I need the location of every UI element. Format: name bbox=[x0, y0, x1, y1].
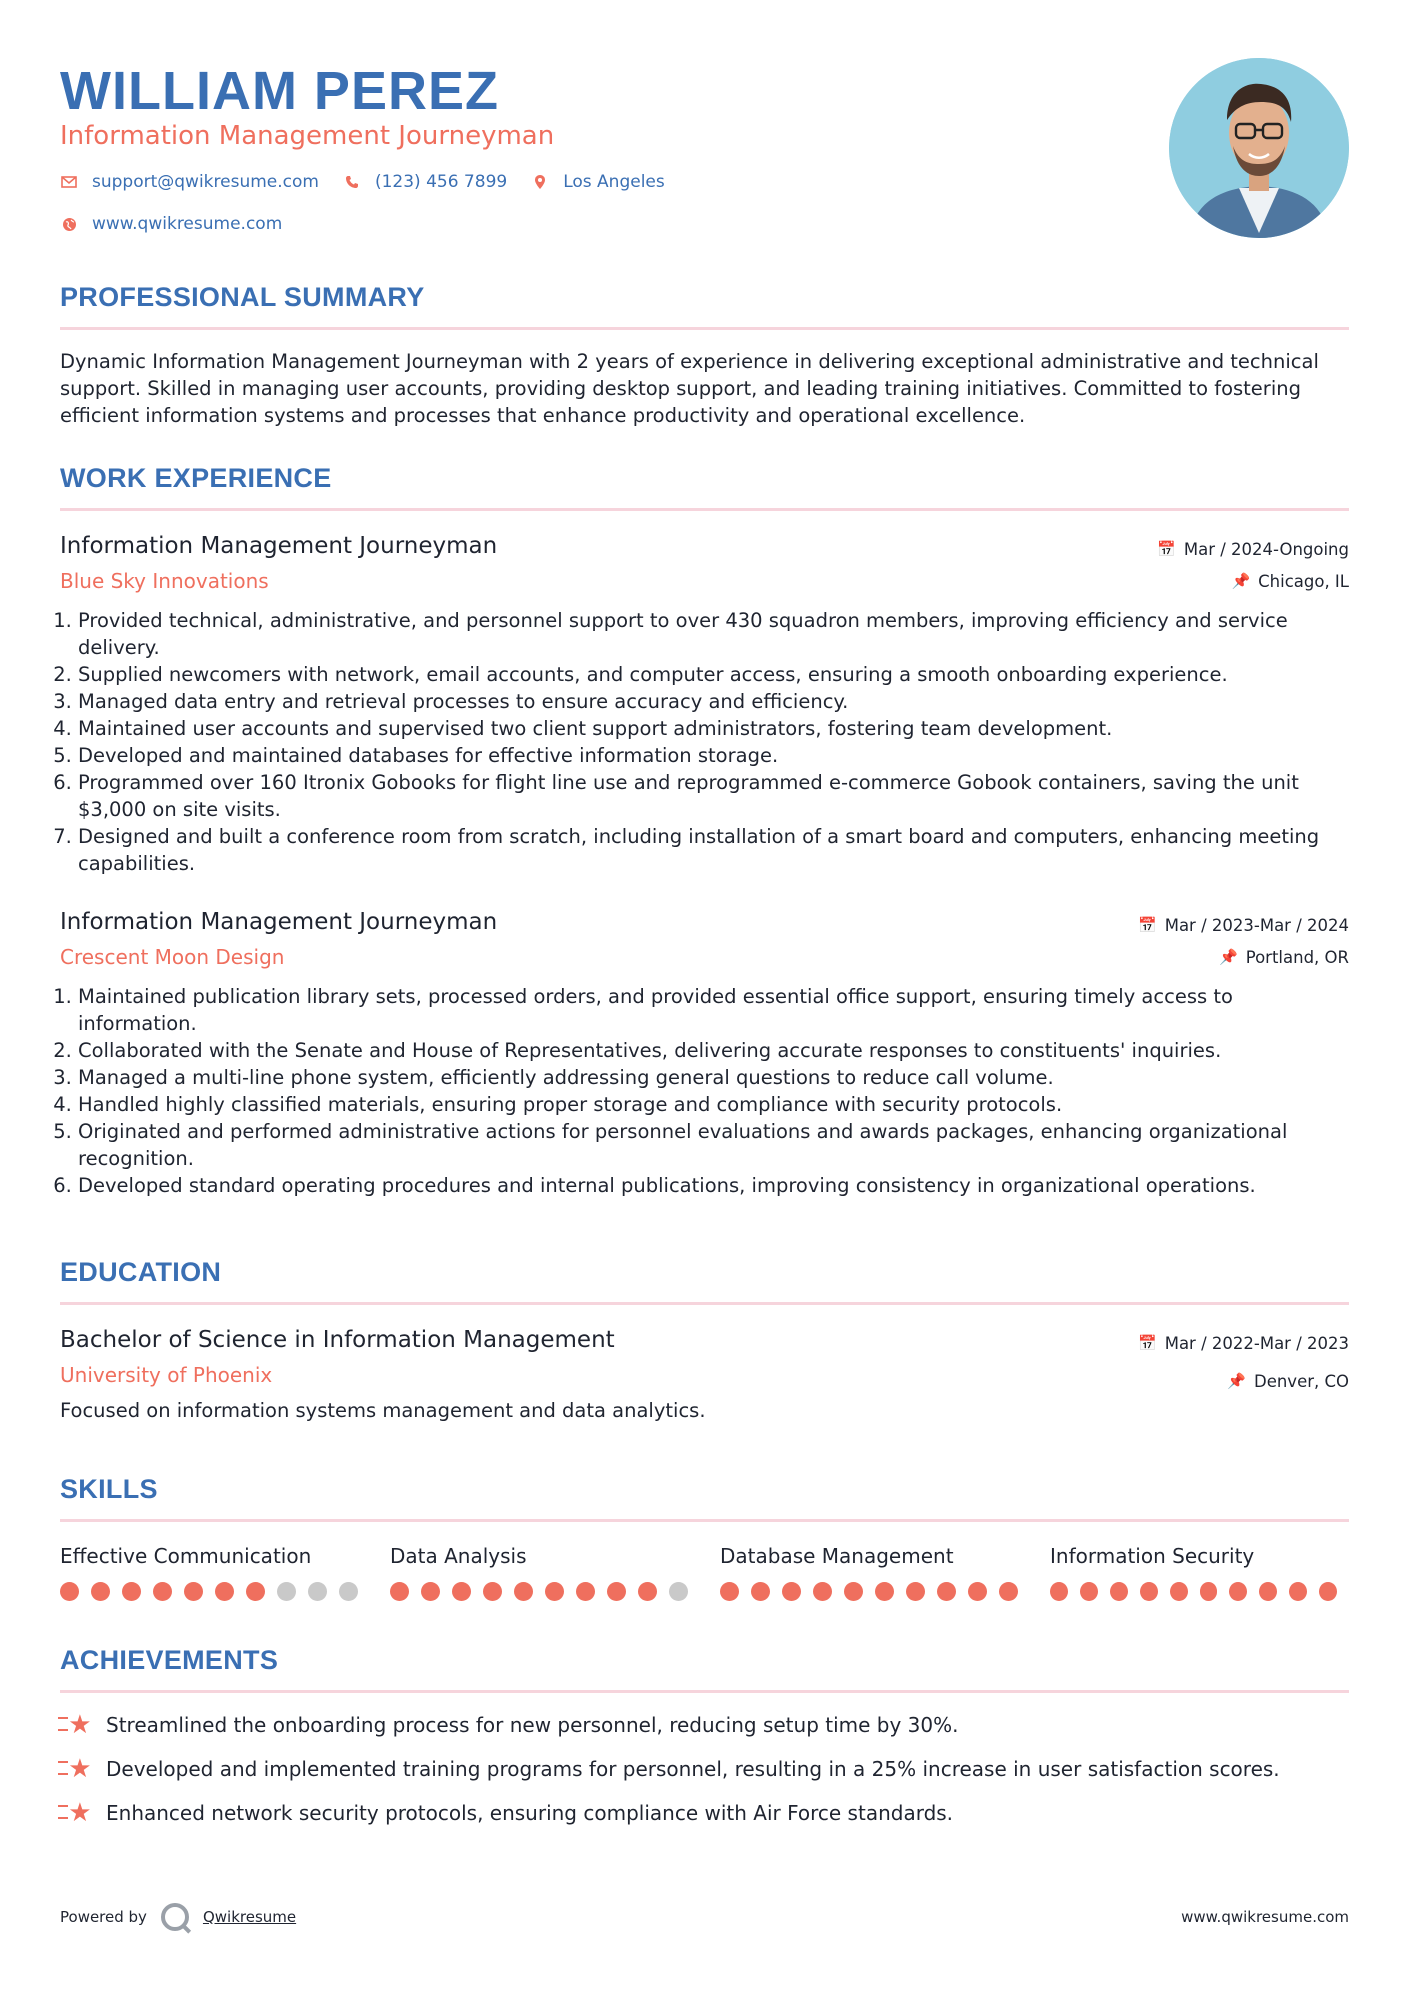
contact-email[interactable] bbox=[60, 172, 319, 192]
skill-dot-filled bbox=[122, 1582, 141, 1601]
skill-dot-filled bbox=[720, 1582, 739, 1601]
skills-section bbox=[60, 1474, 1349, 1601]
job-meta bbox=[1157, 539, 1349, 591]
skill-dot-empty bbox=[669, 1582, 688, 1601]
section-divider bbox=[60, 327, 1349, 330]
skill-dot-filled bbox=[1080, 1582, 1098, 1601]
skill-dot-filled bbox=[607, 1582, 626, 1601]
experience-section bbox=[60, 463, 1349, 1199]
skill-dot-filled bbox=[1200, 1582, 1218, 1601]
section-divider bbox=[60, 1690, 1349, 1693]
pushpin-icon: 📌 bbox=[1219, 948, 1238, 966]
skill-dot-filled bbox=[452, 1582, 471, 1601]
skill-dot-filled bbox=[390, 1582, 409, 1601]
star-icon: ★ bbox=[60, 1754, 92, 1784]
envelope-icon bbox=[60, 176, 78, 188]
contact-row bbox=[60, 172, 689, 192]
list-item: 7. Designed and built a conference room from scratch, including installation of a smart board and computers, enhancing meeting capabilities. bbox=[78, 823, 1349, 877]
candidate-title: Information Management Journeyman bbox=[60, 121, 555, 151]
skill-dot-filled bbox=[483, 1582, 502, 1601]
skill-name: Information Security bbox=[1050, 1544, 1255, 1568]
degree-title: Bachelor of Science in Information Management bbox=[60, 1327, 615, 1353]
skill-dot-filled bbox=[638, 1582, 657, 1601]
job-bullets bbox=[60, 983, 1349, 1199]
job-location: Chicago, IL bbox=[1258, 571, 1349, 591]
map-pin-icon bbox=[531, 174, 549, 190]
list-item: 4. Maintained user accounts and supervised two client support administrators, fostering team development. bbox=[78, 715, 1349, 742]
list-item: 1. Maintained publication library sets, processed orders, and provided essential office support, ensuring timely access to information. bbox=[78, 983, 1349, 1037]
experience-heading: WORK EXPERIENCE bbox=[60, 463, 332, 493]
calendar-icon: 📅 bbox=[1138, 916, 1157, 934]
star-icon: ★ bbox=[60, 1798, 92, 1828]
job-dates: Mar / 2024-Ongoing bbox=[1183, 539, 1349, 559]
skill-dot-filled bbox=[1110, 1582, 1128, 1601]
achievement-text: Developed and implemented training programs for personnel, resulting in a 25% increase in user satisfaction scores. bbox=[106, 1757, 1280, 1781]
education-location: Denver, CO bbox=[1253, 1371, 1349, 1391]
calendar-icon: 📅 bbox=[1157, 540, 1176, 558]
skills-heading: SKILLS bbox=[60, 1474, 158, 1504]
skill-dot-filled bbox=[421, 1582, 440, 1601]
job-company: Crescent Moon Design bbox=[60, 945, 285, 969]
skill-dot-filled bbox=[246, 1582, 265, 1601]
skill-rating bbox=[60, 1582, 390, 1601]
skill-dot-filled bbox=[215, 1582, 234, 1601]
job-title: Information Management Journeyman bbox=[60, 909, 498, 935]
list-item: 2. Collaborated with the Senate and House of Representatives, delivering accurate responses to constituents' inquiries. bbox=[78, 1037, 1349, 1064]
section-divider bbox=[60, 508, 1349, 511]
job-bullets bbox=[60, 607, 1349, 877]
footer-website[interactable]: www.qwikresume.com bbox=[1181, 1908, 1349, 1926]
skill-dot-filled bbox=[999, 1582, 1018, 1601]
skill-dot-filled bbox=[153, 1582, 172, 1601]
education-description: Focused on information systems management and data analytics. bbox=[60, 1399, 706, 1422]
contact-row-website bbox=[60, 214, 306, 234]
skill-rating bbox=[1050, 1582, 1349, 1601]
skill-item bbox=[390, 1544, 720, 1601]
skill-dot-filled bbox=[514, 1582, 533, 1601]
skill-name: Database Management bbox=[720, 1544, 954, 1568]
skill-dot-filled bbox=[576, 1582, 595, 1601]
list-item: 5. Originated and performed administrative actions for personnel evaluations and awards packages, enhancing organizational recognition. bbox=[78, 1118, 1349, 1172]
skill-dot-filled bbox=[968, 1582, 987, 1601]
contact-location bbox=[531, 172, 665, 192]
skill-dot-filled bbox=[1319, 1582, 1337, 1601]
skill-name: Data Analysis bbox=[390, 1544, 527, 1568]
achievement-item bbox=[60, 1711, 1349, 1739]
contact-phone[interactable] bbox=[343, 172, 507, 192]
skill-dot-filled bbox=[91, 1582, 110, 1601]
page-footer bbox=[60, 1900, 1349, 1934]
phone-text: (123) 456 7899 bbox=[374, 172, 508, 192]
brand-link[interactable]: Qwikresume bbox=[202, 1908, 297, 1926]
skill-dot-filled bbox=[782, 1582, 801, 1601]
skill-dot-filled bbox=[545, 1582, 564, 1601]
profile-photo bbox=[1169, 58, 1349, 238]
skill-item bbox=[720, 1544, 1050, 1601]
job-entry bbox=[60, 909, 1349, 1199]
job-title: Information Management Journeyman bbox=[60, 533, 498, 559]
job-entry bbox=[60, 533, 1349, 877]
job-location: Portland, OR bbox=[1245, 947, 1349, 967]
contact-website[interactable] bbox=[60, 214, 282, 234]
location-text: Los Angeles bbox=[563, 172, 665, 192]
skill-dot-filled bbox=[844, 1582, 863, 1601]
resume-header bbox=[60, 0, 1349, 270]
skill-dot-filled bbox=[1289, 1582, 1307, 1601]
skill-dot-filled bbox=[906, 1582, 925, 1601]
achievement-item bbox=[60, 1755, 1349, 1783]
skill-dot-filled bbox=[751, 1582, 770, 1601]
skill-rating bbox=[390, 1582, 720, 1601]
summary-text: Dynamic Information Management Journeyman with 2 years of experience in delivering exceptional administrative and technical support. Skilled in managing user accounts, providing desktop support, and leading training initiatives. Committed to fostering efficient information systems and processes that enhance productivity and operational excellence. bbox=[60, 350, 1319, 427]
skill-dot-empty bbox=[339, 1582, 358, 1601]
skill-dot-filled bbox=[184, 1582, 203, 1601]
list-item: 4. Handled highly classified materials, ensuring proper storage and compliance with security protocols. bbox=[78, 1091, 1349, 1118]
calendar-icon: 📅 bbox=[1138, 1334, 1157, 1352]
powered-by-label: Powered by bbox=[60, 1908, 147, 1926]
skill-dot-filled bbox=[1050, 1582, 1068, 1601]
list-item: 6. Programmed over 160 Itronix Gobooks for flight line use and reprogrammed e-commerce Gobook containers, saving the unit $3,000 on site visits. bbox=[78, 769, 1349, 823]
qwikresume-logo-icon bbox=[161, 1903, 189, 1931]
section-divider bbox=[60, 1519, 1349, 1522]
achievement-text: Streamlined the onboarding process for new personnel, reducing setup time by 30%. bbox=[106, 1713, 959, 1737]
email-text: support@qwikresume.com bbox=[92, 172, 319, 192]
skill-item bbox=[60, 1544, 390, 1601]
achievements-heading: ACHIEVEMENTS bbox=[60, 1645, 279, 1675]
skill-dot-empty bbox=[277, 1582, 296, 1601]
achievement-item bbox=[60, 1799, 1349, 1827]
list-item: 3. Managed a multi-line phone system, efficiently addressing general questions to reduce call volume. bbox=[78, 1064, 1349, 1091]
skill-rating bbox=[720, 1582, 1050, 1601]
phone-icon bbox=[343, 175, 361, 189]
list-item: 2. Supplied newcomers with network, email accounts, and computer access, ensuring a smooth onboarding experience. bbox=[78, 661, 1349, 688]
skill-dot-filled bbox=[813, 1582, 832, 1601]
skill-dot-empty bbox=[308, 1582, 327, 1601]
section-divider bbox=[60, 1302, 1349, 1305]
skill-dot-filled bbox=[937, 1582, 956, 1601]
resume-page bbox=[60, 0, 1349, 1827]
job-meta bbox=[1138, 915, 1349, 967]
achievements-section bbox=[60, 1645, 1349, 1827]
skill-item bbox=[1050, 1544, 1349, 1601]
list-item: 6. Developed standard operating procedures and internal publications, improving consistency in organizational operations. bbox=[78, 1172, 1349, 1199]
education-dates: Mar / 2022-Mar / 2023 bbox=[1164, 1333, 1349, 1353]
list-item: 3. Managed data entry and retrieval processes to ensure accuracy and efficiency. bbox=[78, 688, 1349, 715]
skill-dot-filled bbox=[1170, 1582, 1188, 1601]
list-item: 1. Provided technical, administrative, and personnel support to over 430 squadron members, improving efficiency and service delivery. bbox=[78, 607, 1349, 661]
achievement-text: Enhanced network security protocols, ensuring compliance with Air Force standards. bbox=[106, 1801, 954, 1825]
summary-section bbox=[60, 282, 1349, 429]
skill-dot-filled bbox=[875, 1582, 894, 1601]
education-section bbox=[60, 1257, 1349, 1424]
skill-name: Effective Communication bbox=[60, 1544, 312, 1568]
skill-dot-filled bbox=[60, 1582, 79, 1601]
pushpin-icon: 📌 bbox=[1227, 1372, 1246, 1390]
list-item: 5. Developed and maintained databases for effective information storage. bbox=[78, 742, 1349, 769]
skills-list bbox=[60, 1544, 1349, 1601]
skill-dot-filled bbox=[1259, 1582, 1277, 1601]
candidate-name: WILLIAM PEREZ bbox=[60, 61, 499, 121]
school-name: University of Phoenix bbox=[60, 1363, 273, 1387]
summary-heading: PROFESSIONAL SUMMARY bbox=[60, 282, 425, 312]
website-text: www.qwikresume.com bbox=[92, 214, 283, 234]
education-entry bbox=[60, 1327, 1349, 1424]
skill-dot-filled bbox=[1229, 1582, 1247, 1601]
education-heading: EDUCATION bbox=[60, 1257, 222, 1287]
skill-dot-filled bbox=[1140, 1582, 1158, 1601]
job-dates: Mar / 2023-Mar / 2024 bbox=[1164, 915, 1349, 935]
job-company: Blue Sky Innovations bbox=[60, 569, 269, 593]
pushpin-icon: 📌 bbox=[1231, 572, 1251, 590]
globe-icon bbox=[60, 217, 78, 232]
education-meta bbox=[1138, 1333, 1349, 1391]
star-icon: ★ bbox=[60, 1710, 92, 1740]
